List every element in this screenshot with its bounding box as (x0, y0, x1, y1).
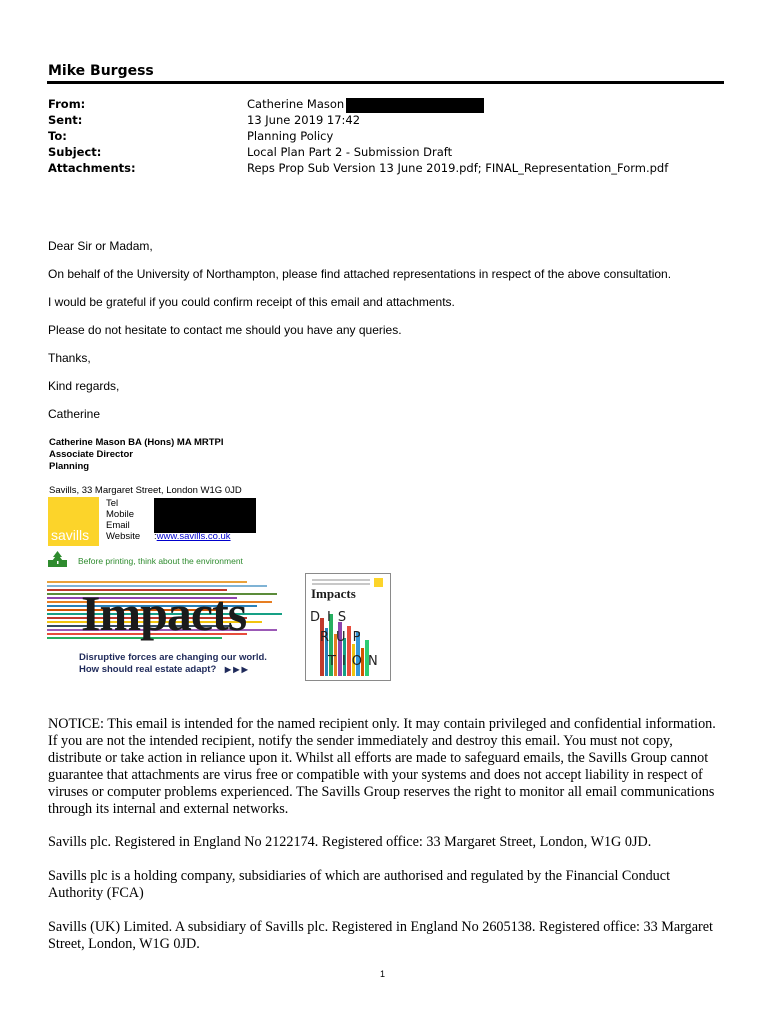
tel-label: Tel (106, 498, 119, 509)
cover-letter-n: N (368, 654, 384, 669)
banner-tagline-2-text: How should real estate adapt? (79, 664, 217, 675)
body-paragraph-2: I would be grateful if you could confirm receipt of this email and attachments. (48, 295, 455, 309)
savills-logo-text: savills (51, 527, 90, 543)
cover-letters-row-2 (320, 630, 367, 645)
greeting: Dear Sir or Madam, (48, 239, 153, 253)
uk-limited-notice: Savills (UK) Limited. A subsidiary of Savills plc. Registered in England No 2605138. Registered office: 33 Margaret Street, London, W1G 0JD. (48, 919, 713, 952)
cover-letter-t: T (328, 654, 342, 669)
signature-name: Catherine Mason BA (Hons) MA MRTPI (49, 437, 224, 448)
cover-letter-i: I (327, 610, 338, 625)
cover-letters-row-3 (328, 654, 384, 669)
cover-letter-o: O (351, 654, 369, 669)
impacts-banner[interactable] (47, 576, 283, 678)
attachments-value[interactable]: Reps Prop Sub Version 13 June 2019.pdf; FINAL_Representation_Form.pdf (247, 161, 669, 175)
environment-note: Before printing, think about the environment (78, 556, 243, 566)
legal-notice: NOTICE: This email is intended for the named recipient only. It may contain privileged and confidential information. If you are not the intended recipient, notify the sender immediately and destroy this email. You must not copy, distribute or take action in reliance upon it. Whilst all efforts are made to safeguard emails, the Savills Group cannot guarantee that attachments are virus free or compatible with your systems and does not accept liability in respect of viruses or computer problems experienced. The Savills Group reserves the right to monitor all email communications through its internal and external networks. (48, 716, 716, 817)
banner-tagline-2 (79, 664, 248, 675)
website-label: Website (106, 531, 141, 542)
to-value: Planning Policy (247, 129, 334, 143)
attachments-label: Attachments: (48, 161, 136, 175)
signature-address: Savills, 33 Margaret Street, London W1G 0JD (49, 485, 242, 496)
banner-arrows: ▶ ▶ ▶ (224, 665, 248, 674)
cover-letters-row-1 (310, 610, 353, 625)
banner-title: Impacts (81, 585, 247, 641)
website-link[interactable]: www.savills.co.uk (156, 531, 231, 542)
sent-label: Sent: (48, 113, 83, 127)
cover-letter-p: P (352, 630, 368, 645)
from-value: Catherine Mason (247, 97, 345, 111)
cover-letter-s: S (337, 610, 354, 625)
redacted-contact-block (154, 498, 256, 533)
header-rule (47, 81, 724, 84)
holding-company-notice: Savills plc is a holding company, subsidiaries of which are authorised and regulated by the Financial Conduct Authority (FCA) (48, 868, 671, 901)
redacted-email-block (346, 98, 484, 113)
cover-letter-d: D (310, 610, 328, 625)
mobile-label: Mobile (106, 509, 134, 520)
signature-title: Associate Director (49, 449, 133, 460)
savills-logo (48, 497, 99, 546)
regards-line: Kind regards, (48, 379, 120, 393)
subject-label: Subject: (48, 145, 102, 159)
document-owner-name: Mike Burgess (48, 63, 154, 79)
impacts-report-cover[interactable] (305, 573, 391, 681)
website-value[interactable] (154, 531, 231, 542)
subject-value: Local Plan Part 2 - Submission Draft (247, 145, 453, 159)
cover-letter-i2: I (341, 654, 352, 669)
banner-tagline-1: Disruptive forces are changing our world. (79, 652, 267, 663)
website-colon: : (154, 531, 157, 542)
page-number: 1 (380, 969, 386, 979)
body-paragraph-1: On behalf of the University of Northampton, please find attached representations in respect of the above consultation. (48, 267, 672, 281)
from-label: From: (48, 97, 86, 111)
cover-letter-u: U (336, 630, 353, 645)
cover-letter-r: R (320, 630, 337, 645)
cover-title: Impacts (311, 586, 356, 601)
thanks-line: Thanks, (48, 351, 91, 365)
sender-first-name: Catherine (48, 407, 101, 421)
sent-value: 13 June 2019 17:42 (247, 113, 361, 127)
email-label: Email (106, 520, 130, 531)
registered-office-notice: Savills plc. Registered in England No 2122174. Registered office: 33 Margaret Street, London, W1G 0JD. (48, 834, 652, 850)
body-paragraph-3: Please do not hesitate to contact me should you have any queries. (48, 323, 402, 337)
to-label: To: (48, 129, 67, 143)
environment-icon (48, 551, 67, 568)
signature-department: Planning (49, 461, 90, 472)
